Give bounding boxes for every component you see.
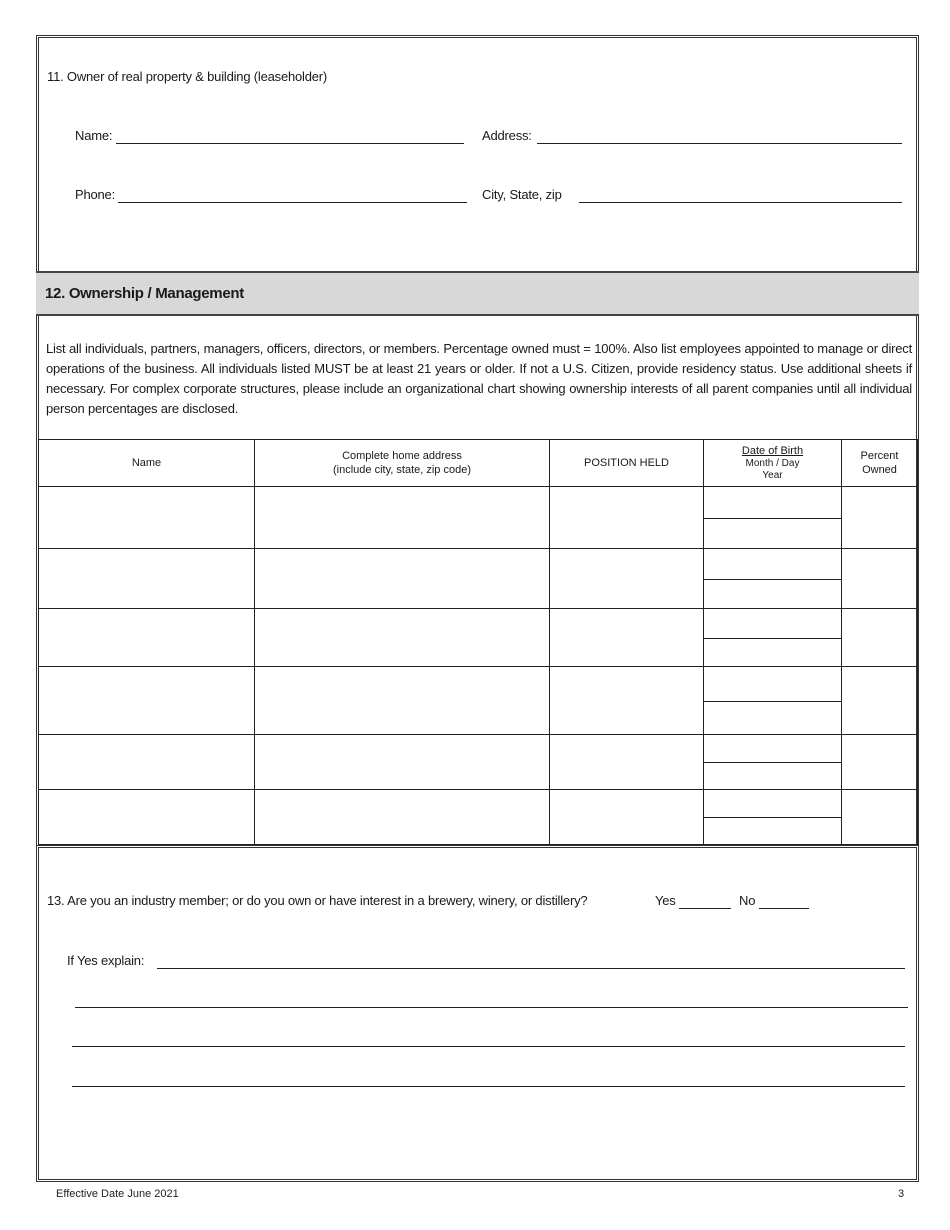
owner-percent-cell[interactable] <box>842 549 918 609</box>
table-row <box>39 735 918 790</box>
table-row <box>39 790 918 845</box>
q11-city-label: City, State, zip <box>482 187 562 202</box>
owner-percent-cell[interactable] <box>842 609 918 667</box>
q13-explain-line-4[interactable] <box>72 1086 905 1087</box>
col-position-header <box>550 440 704 487</box>
owner-address-cell[interactable] <box>255 549 550 609</box>
owner-dob-cell[interactable] <box>704 487 842 549</box>
owner-percent-cell[interactable] <box>842 667 918 735</box>
owner-address-cell[interactable] <box>255 735 550 790</box>
q13-explain-line-2[interactable] <box>75 1007 908 1008</box>
table-row <box>39 667 918 735</box>
owner-dob-cell[interactable] <box>704 609 842 667</box>
col-name-header <box>39 440 255 487</box>
q11-title: 11. Owner of real property & building (leaseholder) <box>47 69 328 84</box>
owner-name-cell[interactable] <box>39 790 255 845</box>
q13-no-label: No <box>739 893 756 908</box>
col-name-label: Name <box>131 457 162 469</box>
q13-explain-line-3[interactable] <box>72 1046 905 1047</box>
ownership-table <box>38 439 918 845</box>
section-12-title: 12. Ownership / Management <box>45 285 244 302</box>
owner-percent-cell[interactable] <box>842 790 918 845</box>
owner-position-cell[interactable] <box>550 609 704 667</box>
q11-name-field[interactable] <box>116 143 464 144</box>
col-percent-sublabel: Owned <box>862 464 897 476</box>
owner-dob-cell[interactable] <box>704 735 842 790</box>
q11-phone-label: Phone: <box>75 187 116 202</box>
table-row <box>39 487 918 549</box>
q13-explain-label: If Yes explain: <box>67 953 145 968</box>
q13-explain-line-1[interactable] <box>157 968 905 969</box>
q13-question: 13. Are you an industry member; or do you own or have interest in a brewery, winery, or distillery? <box>47 893 588 908</box>
owner-name-cell[interactable] <box>39 549 255 609</box>
owner-address-cell[interactable] <box>255 609 550 667</box>
footer-effective-date: Effective Date June 2021 <box>56 1188 179 1200</box>
q11-address-field[interactable] <box>537 143 902 144</box>
section-12-header <box>36 271 919 316</box>
col-address-label: Complete home address <box>342 450 462 462</box>
col-position-label: POSITION HELD <box>584 457 669 469</box>
owner-dob-cell[interactable] <box>704 667 842 735</box>
owner-percent-cell[interactable] <box>842 487 918 549</box>
owner-name-cell[interactable] <box>39 609 255 667</box>
owner-address-cell[interactable] <box>255 667 550 735</box>
ownership-table-header <box>39 440 918 487</box>
owner-dob-cell[interactable] <box>704 790 842 845</box>
owner-name-cell[interactable] <box>39 487 255 549</box>
col-dob-header <box>704 440 842 487</box>
col-address-header <box>255 440 550 487</box>
col-dob-sublabel-1: Month / Day <box>745 458 800 469</box>
q11-address-label: Address: <box>482 128 532 143</box>
q13-yes-field[interactable] <box>679 908 731 909</box>
owner-position-cell[interactable] <box>550 487 704 549</box>
owner-position-cell[interactable] <box>550 549 704 609</box>
table-row <box>39 549 918 609</box>
col-percent-label: Percent <box>860 450 899 462</box>
owner-position-cell[interactable] <box>550 667 704 735</box>
col-dob-label: Date of Birth <box>741 445 804 457</box>
owner-position-cell[interactable] <box>550 735 704 790</box>
owner-address-cell[interactable] <box>255 790 550 845</box>
q13-yes-label: Yes <box>655 893 676 908</box>
owner-position-cell[interactable] <box>550 790 704 845</box>
owner-name-cell[interactable] <box>39 735 255 790</box>
owner-name-cell[interactable] <box>39 667 255 735</box>
col-address-sublabel: (include city, state, zip code) <box>333 464 471 476</box>
q13-no-field[interactable] <box>759 908 809 909</box>
q11-phone-field[interactable] <box>118 202 467 203</box>
q11-city-field[interactable] <box>579 202 902 203</box>
col-percent-header <box>842 440 918 487</box>
q12-instructions: List all individuals, partners, managers, officers, directors, or members. Percentage owned must = 100%. Also list employees appointed to manage or direct operations of the business. All individuals listed MUST be at least 21 years or older. If not a U.S. Citizen, provide residency status. Use additional sheets if necessary. For complex corporate structures, please include an organizational chart showing ownership interests of all parent companies until all individual person percentages are disclosed. <box>46 341 912 416</box>
col-dob-sublabel-2: Year <box>762 470 783 481</box>
footer-page-number: 3 <box>898 1188 905 1200</box>
q11-name-label: Name: <box>75 128 113 143</box>
owner-address-cell[interactable] <box>255 487 550 549</box>
owner-dob-cell[interactable] <box>704 549 842 609</box>
table-row <box>39 609 918 667</box>
owner-percent-cell[interactable] <box>842 735 918 790</box>
